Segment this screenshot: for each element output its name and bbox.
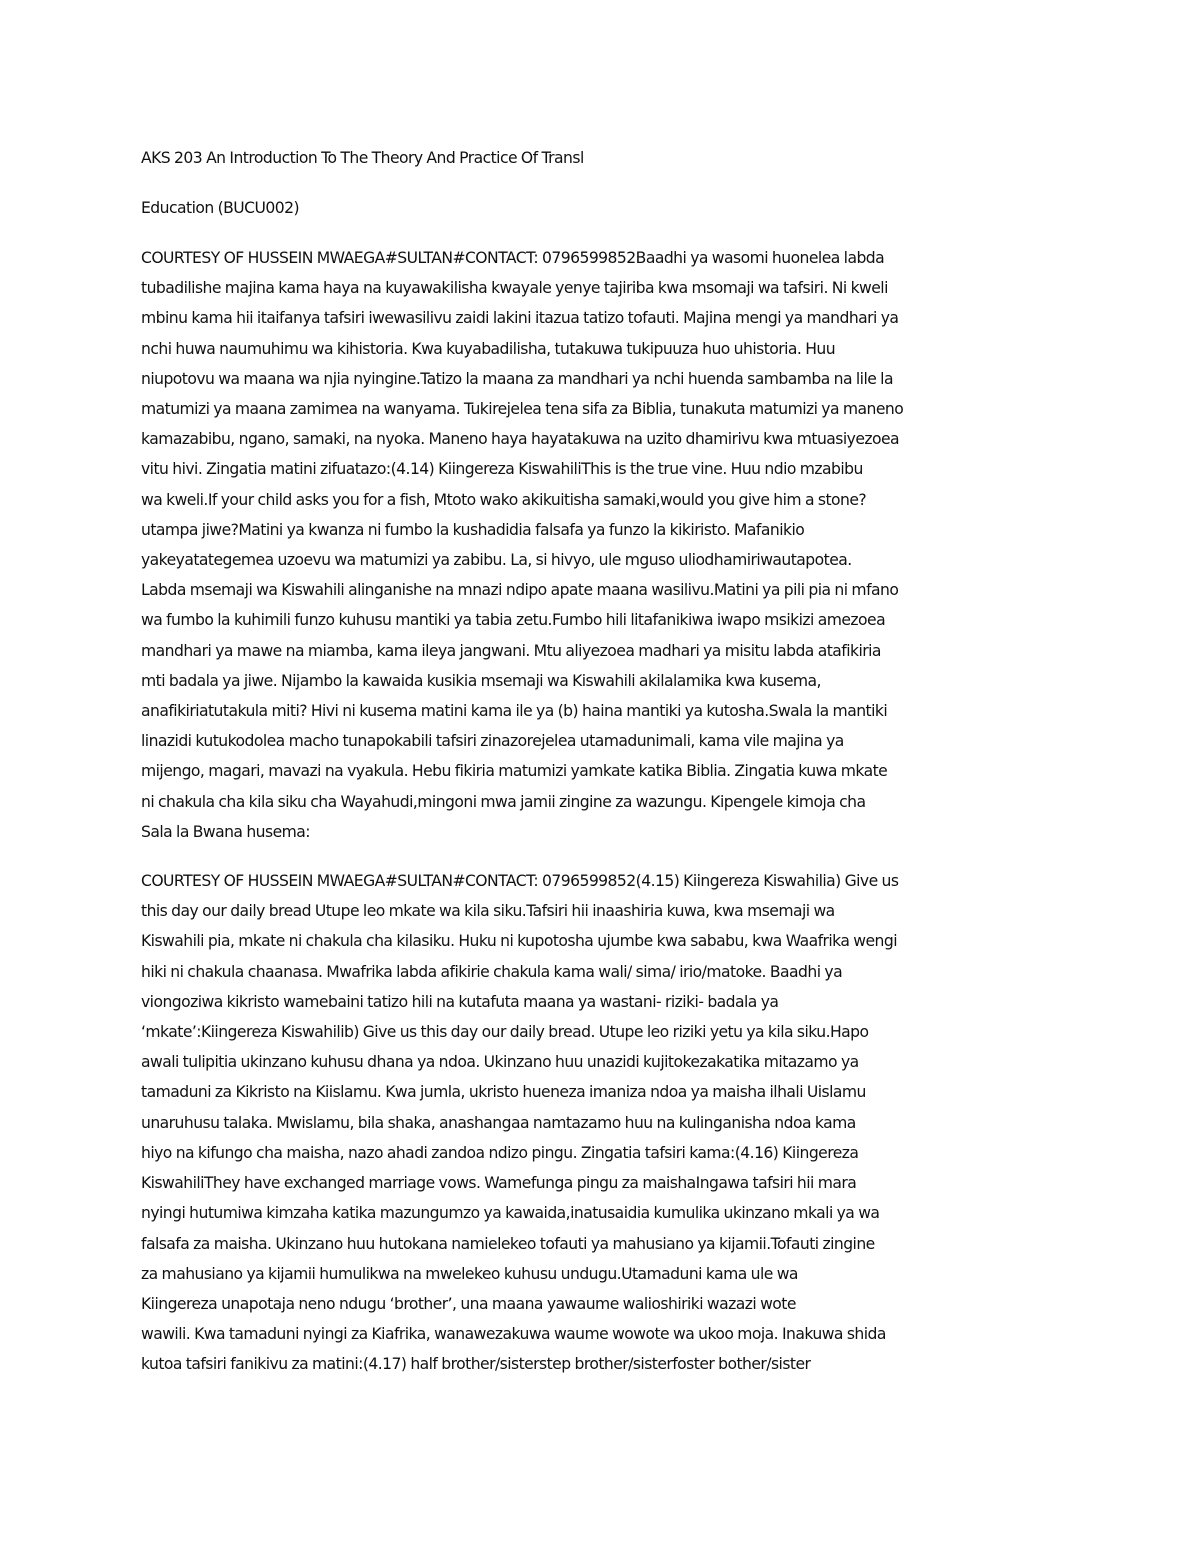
paragraph-line: Kiingereza unapotaja neno ndugu ‘brother’, una maana yawaume walioshiriki wazazi wote bbox=[141, 1294, 796, 1313]
paragraph-line: matumizi ya maana zamimea na wanyama. Tukirejelea tena sifa za Biblia, tunakuta matumizi ya maneno bbox=[141, 400, 904, 419]
paragraph-2 bbox=[141, 866, 1063, 1379]
paragraph-line: wa kweli.If your child asks you for a fish, Mtoto wako akikuitisha samaki,would you give him a stone? bbox=[141, 490, 867, 509]
paragraph-line: ‘mkate’:Kiingereza Kiswahilib) Give us this day our daily bread. Utupe leo riziki yetu ya kila siku.Hapo bbox=[141, 1023, 869, 1042]
paragraph-line: wa fumbo la kuhimili funzo kuhusu mantiki ya tabia zetu.Fumbo hili litafanikiwa iwapo msikizi amezoea bbox=[141, 611, 886, 630]
paragraph-line: nchi huwa naumuhimu wa kihistoria. Kwa kuyabadilisha, tutakuwa tukipuuza huo uhistoria. Huu bbox=[141, 339, 836, 358]
paragraph-line: tamaduni za Kikristo na Kiislamu. Kwa jumla, ukristo hueneza imaniza ndoa ya maisha ilhali Uislamu bbox=[141, 1083, 866, 1102]
paragraph-line: wawili. Kwa tamaduni nyingi za Kiafrika, wanawezakuwa waume wowote wa ukoo moja. Inakuwa shida bbox=[141, 1325, 886, 1344]
paragraph-line: viongoziwa kikristo wamebaini tatizo hili na kutafuta maana ya wastani- riziki- badala ya bbox=[141, 992, 779, 1011]
paragraph-line: KiswahiliThey have exchanged marriage vows. Wamefunga pingu za maishaIngawa tafsiri hii mara bbox=[141, 1174, 857, 1193]
paragraph-line: linazidi kutukodolea macho tunapokabili tafsiri zinazorejelea utamadunimali, kama vile majina ya bbox=[141, 732, 844, 751]
paragraph-line: kutoa tafsiri fanikivu za matini:(4.17) half brother/sisterstep brother/sisterfoster bother/sister bbox=[141, 1355, 811, 1374]
paragraph-line: COURTESY OF HUSSEIN MWAEGA#SULTAN#CONTACT: 0796599852Baadhi ya wasomi huonelea labda bbox=[141, 249, 885, 267]
document-body bbox=[141, 143, 1063, 1380]
paragraph-line: utampa jiwe?Matini ya kwanza ni fumbo la kushadidia falsafa ya funzo la kikiristo. Mafanikio bbox=[141, 520, 805, 539]
paragraph-1 bbox=[141, 243, 1063, 847]
paragraph-line: hiyo na kifungo cha maisha, nazo ahadi zandoa ndizo pingu. Zingatia tafsiri kama:(4.16) Kiingereza bbox=[141, 1143, 859, 1162]
paragraph-line: unaruhusu talaka. Mwislamu, bila shaka, anashangaa namtazamo huu na kulinganisha ndoa kama bbox=[141, 1113, 856, 1132]
paragraph-line: mti badala ya jiwe. Nijambo la kawaida kusikia msemaji wa Kiswahili akilalamika kwa kusema, bbox=[141, 671, 821, 690]
paragraph-line: mbinu kama hii itaifanya tafsiri iwewasilivu zaidi lakini itazua tatizo tofauti. Majina mengi ya mandhari ya bbox=[141, 309, 899, 328]
paragraph-line: za mahusiano ya kijamii humulikwa na mwelekeo kuhusu undugu.Utamaduni kama ule wa bbox=[141, 1264, 798, 1283]
paragraph-line: this day our daily bread Utupe leo mkate wa kila siku.Tafsiri hii inaashiria kuwa, kwa msemaji wa bbox=[141, 902, 835, 921]
paragraph-line: vitu hivi. Zingatia matini zifuatazo:(4.14) Kiingereza KiswahiliThis is the true vine. Huu ndio mzabibu bbox=[141, 460, 863, 479]
paragraph-line: falsafa za maisha. Ukinzano huu hutokana namielekeo tofauti ya mahusiano ya kijamii.Tofauti zingine bbox=[141, 1234, 875, 1253]
paragraph-line: ni chakula cha kila siku cha Wayahudi,mingoni mwa jamii zingine za wazungu. Kipengele kimoja cha bbox=[141, 792, 866, 811]
paragraph-line: anafikiriatutakula miti? Hivi ni kusema matini kama ile ya (b) haina mantiki ya kutosha.Swala la mantiki bbox=[141, 702, 888, 721]
paragraph-line: yakeyatategemea uzoevu wa matumizi ya zabibu. La, si hivyo, ule mguso uliodhamiriwautapotea. bbox=[141, 551, 852, 570]
paragraph-line: kamazabibu, ngano, samaki, na nyoka. Maneno haya hayatakuwa na uzito dhamirivu kwa mtuasiyezoea bbox=[141, 430, 900, 449]
paragraph-line: niupotovu wa maana wa njia nyingine.Tatizo la maana za mandhari ya nchi huenda sambamba na lile la bbox=[141, 369, 893, 388]
paragraph-line: mandhari ya mawe na miamba, kama ileya jangwani. Mtu aliyezoea madhari ya misitu labda atafikiria bbox=[141, 641, 881, 660]
paragraph-line: COURTESY OF HUSSEIN MWAEGA#SULTAN#CONTACT: 0796599852(4.15) Kiingereza Kiswahilia) Give us bbox=[141, 872, 899, 891]
document-title: AKS 203 An Introduction To The Theory And Practice Of Transl bbox=[141, 149, 584, 167]
paragraph-line: Kiswahili pia, mkate ni chakula cha kilasiku. Huku ni kupotosha ujumbe kwa sababu, kwa Waafrika wengi bbox=[141, 932, 898, 951]
paragraph-line: Labda msemaji wa Kiswahili alinganishe na mnazi ndipo apate maana wasilivu.Matini ya pili pia ni mfano bbox=[141, 581, 899, 600]
paragraph-line: Sala la Bwana husema: bbox=[141, 822, 310, 841]
paragraph-line: awali tulipitia ukinzano kuhusu dhana ya ndoa. Ukinzano huu unazidi kujitokezakatika mitazamo ya bbox=[141, 1053, 859, 1072]
paragraph-line: mijengo, magari, mavazi na vyakula. Hebu fikiria matumizi yamkate katika Biblia. Zingatia kuwa mkate bbox=[141, 762, 888, 781]
paragraph-line: nyingi hutumiwa kimzaha katika mazungumzo ya kawaida,inatusaidia kumulika ukinzano mkali ya wa bbox=[141, 1204, 880, 1223]
paragraph-line: tubadilishe majina kama haya na kuyawakilisha kwayale yenye tajiriba kwa msomaji wa tafsiri. Ni kweli bbox=[141, 279, 888, 298]
paragraph-line: hiki ni chakula chaanasa. Mwafrika labda afikirie chakula kama wali/ sima/ irio/matoke. Baadhi ya bbox=[141, 962, 843, 981]
document-subtitle: Education (BUCU002) bbox=[141, 199, 299, 217]
